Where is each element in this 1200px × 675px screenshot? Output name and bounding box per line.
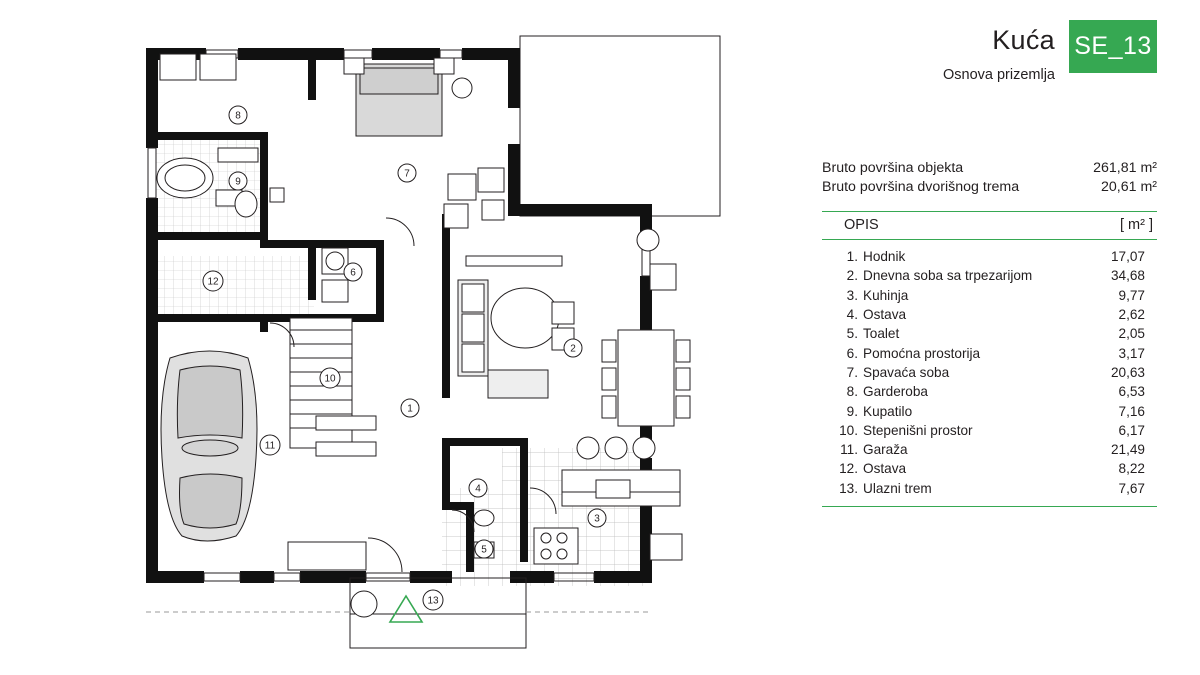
svg-text:1: 1	[407, 403, 413, 415]
room-area: 7,67	[1118, 480, 1145, 496]
room-description: Spavaća soba	[863, 364, 950, 380]
svg-text:10: 10	[324, 373, 336, 385]
room-marker-2	[564, 339, 582, 357]
room-marker-3	[588, 509, 606, 527]
room-description: Ulazni trem	[863, 480, 932, 496]
svg-text:13: 13	[427, 595, 439, 607]
page-subtitle: Osnova prizemlja	[942, 66, 1055, 83]
room-marker-13	[423, 590, 443, 610]
summary-row	[812, 160, 1157, 176]
room-area: 8,22	[1118, 461, 1145, 477]
room-description: Ostava	[863, 307, 907, 323]
room-marker-8	[229, 106, 247, 124]
room-schedule-table	[812, 211, 1157, 507]
room-area: 2,62	[1118, 307, 1145, 323]
car-symbol	[161, 351, 257, 541]
room-marker-1	[401, 399, 419, 417]
info-panel	[812, 20, 1157, 507]
room-number: 13.	[839, 480, 858, 496]
summary-row	[812, 179, 1157, 195]
room-area: 3,17	[1118, 345, 1145, 361]
table-row	[832, 344, 1153, 363]
room-number: 2.	[846, 268, 858, 284]
table-row	[832, 382, 1153, 401]
table-bottom-rule	[822, 506, 1157, 507]
room-marker-7	[398, 164, 416, 182]
room-area: 20,63	[1110, 364, 1145, 380]
room-marker-5	[475, 540, 493, 558]
svg-text:2: 2	[570, 343, 576, 355]
table-row	[832, 402, 1153, 421]
room-number: 4.	[846, 307, 858, 323]
table-row	[832, 247, 1153, 266]
room-description: Pomoćna prostorija	[863, 345, 981, 361]
table-row	[832, 266, 1153, 285]
summary-value: 261,81 m²	[1093, 159, 1157, 176]
room-area: 34,68	[1110, 268, 1145, 284]
table-row	[832, 421, 1153, 440]
svg-text:3: 3	[594, 513, 600, 525]
room-number: 9.	[846, 403, 858, 419]
room-area: 17,07	[1110, 249, 1145, 265]
svg-text:5: 5	[481, 544, 487, 556]
room-number: 7.	[846, 364, 858, 380]
table-row	[832, 440, 1153, 459]
room-area: 6,53	[1118, 384, 1145, 400]
table-row	[832, 286, 1153, 305]
table-row	[832, 459, 1153, 478]
room-area: 6,17	[1118, 422, 1145, 438]
room-number: 5.	[846, 326, 858, 342]
room-description: Kupatilo	[863, 403, 913, 419]
room-marker-6	[344, 263, 362, 281]
room-description: Stepenišni prostor	[863, 422, 973, 438]
room-number: 10.	[839, 422, 858, 438]
table-body	[822, 240, 1157, 506]
table-row	[832, 479, 1153, 498]
column-header-area: [ m² ]	[1119, 217, 1153, 234]
room-area: 2,05	[1118, 326, 1145, 342]
room-description: Garderoba	[863, 384, 928, 400]
room-area: 21,49	[1110, 442, 1145, 458]
room-number: 11.	[840, 442, 858, 458]
house-code-badge: SE_13	[1069, 20, 1157, 73]
floor-tiles-hall-a	[268, 256, 314, 322]
summary-value: 20,61 m²	[1101, 178, 1157, 195]
room-marker-11	[260, 435, 280, 455]
summary-block	[812, 160, 1157, 195]
floor-plan	[110, 18, 790, 658]
room-area: 7,16	[1118, 403, 1145, 419]
title-text-block	[943, 20, 1055, 83]
table-row	[832, 363, 1153, 382]
room-number: 3.	[846, 287, 858, 303]
svg-text:9: 9	[235, 176, 241, 188]
room-description: Hodnik	[863, 249, 906, 265]
room-area: 9,77	[1118, 287, 1145, 303]
room-description: Kuhinja	[863, 287, 909, 303]
title-block	[812, 20, 1157, 83]
svg-text:11: 11	[264, 440, 276, 452]
table-row	[832, 305, 1153, 324]
room-marker-4	[469, 479, 487, 497]
table-row	[832, 324, 1153, 343]
room-description: Toalet	[863, 326, 900, 342]
room-number: 8.	[846, 384, 858, 400]
room-description: Garaža	[863, 442, 908, 458]
summary-label: Bruto površina objekta	[822, 159, 964, 176]
summary-label: Bruto površina dvorišnog trema	[822, 178, 1020, 195]
svg-text:6: 6	[350, 267, 356, 279]
column-header-description: OPIS	[844, 217, 879, 234]
room-marker-9	[229, 172, 247, 190]
room-description: Ostava	[863, 461, 907, 477]
terrace-area	[520, 36, 720, 216]
svg-text:12: 12	[207, 276, 219, 288]
floor-plan-drawing	[110, 18, 790, 658]
room-number: 12.	[839, 461, 858, 477]
room-marker-10	[320, 368, 340, 388]
svg-text:4: 4	[475, 483, 481, 495]
room-number: 1.	[846, 249, 858, 265]
room-description: Dnevna soba sa trpezarijom	[863, 268, 1033, 284]
room-marker-12	[203, 271, 223, 291]
room-number: 6.	[846, 345, 858, 361]
page-title: Kuća	[992, 25, 1055, 55]
table-header-row	[822, 212, 1157, 239]
svg-text:7: 7	[404, 168, 410, 180]
svg-text:8: 8	[235, 110, 241, 122]
